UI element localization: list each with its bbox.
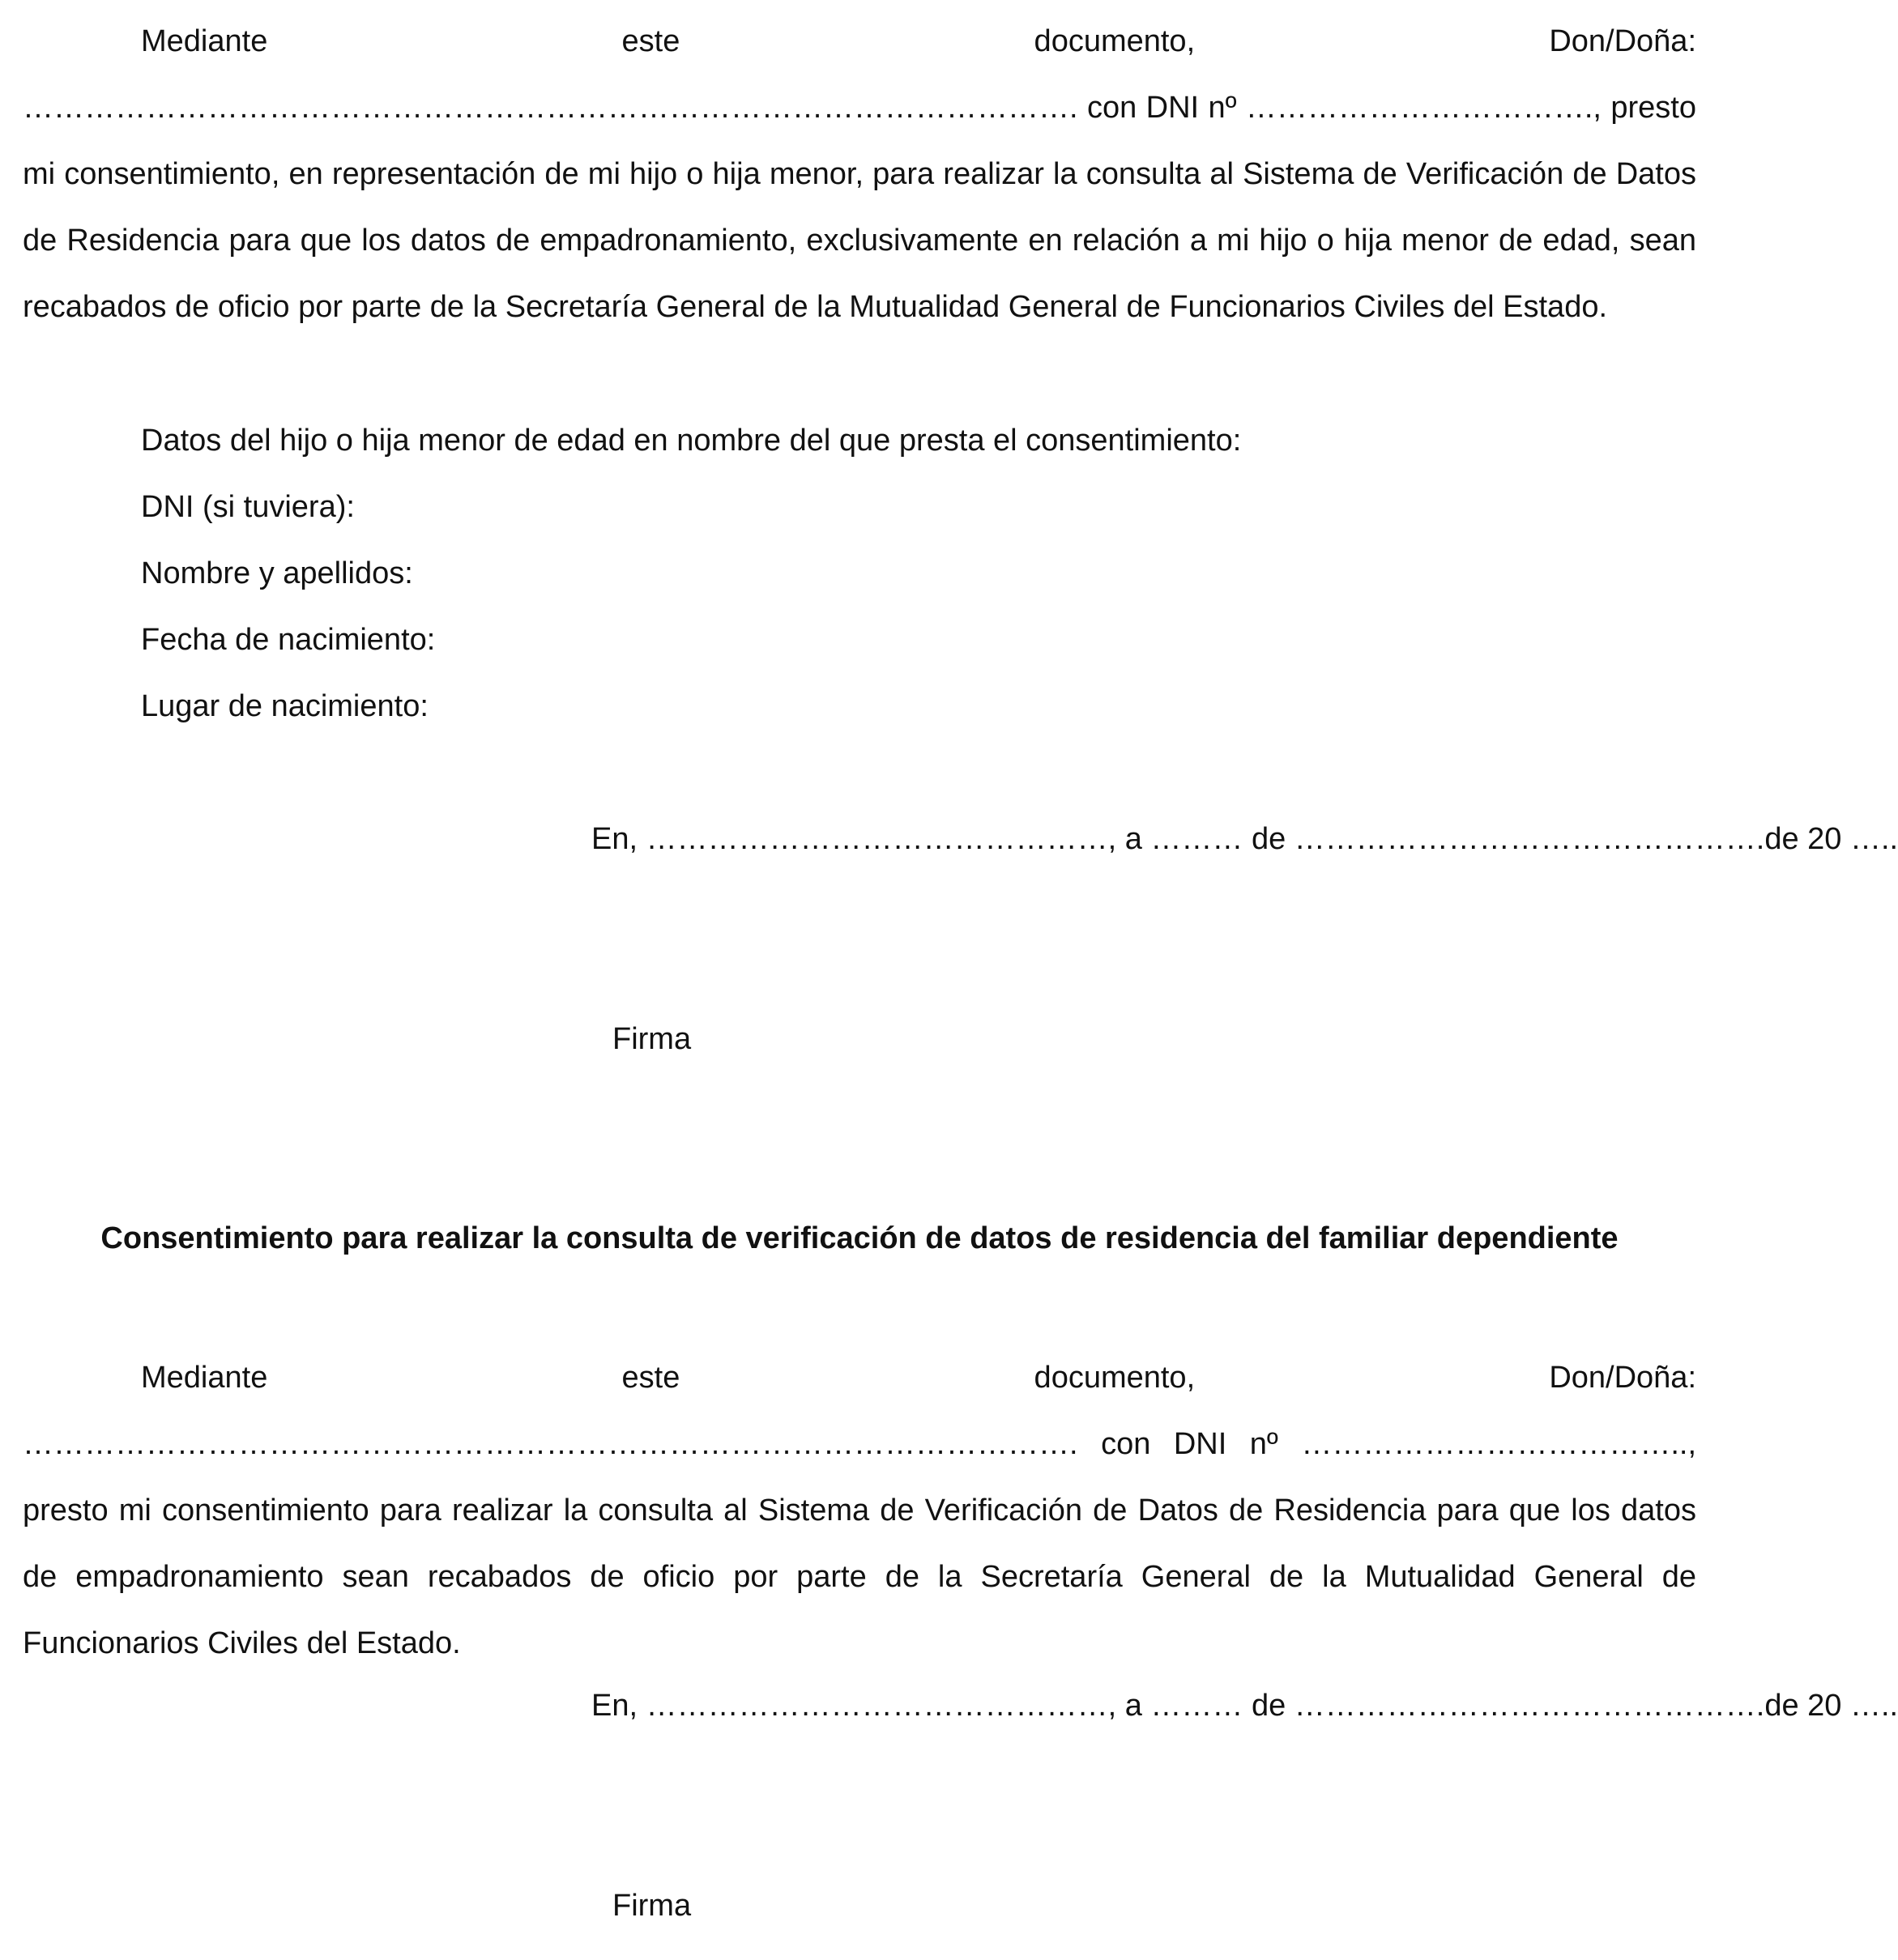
consent-paragraph-dependent: Mediante este documento, Don/Doña: …………………………………………………………………………………………. con DNI nº ……………………………….., presto mi consentimiento para realizar la consulta al Sistema de Verificación de Datos de Residencia para que los datos de empadronamiento sean recabados de oficio por parte de la Secretaría General de la Mutualidad General de Funcionarios Civiles del Estado. xyxy=(23,1361,1696,1660)
section-title-dependent: Consentimiento para realizar la consulta de verificación de datos de residencia del familiar dependiente xyxy=(100,1221,1619,1255)
signature-label-1: Firma xyxy=(612,1022,692,1056)
field-label-birth-date: Fecha de nacimiento: xyxy=(141,623,436,657)
field-label-birth-place: Lugar de nacimiento: xyxy=(141,689,429,723)
place-date-line-2: En, ………………………………………, a ……… de ……………………………………….de 20 ….. xyxy=(591,1689,1898,1723)
place-date-line-1: En, ………………………………………, a ……… de ……………………………………….de 20 ….. xyxy=(591,822,1898,856)
field-label-name: Nombre y apellidos: xyxy=(141,556,413,590)
field-label-dni: DNI (si tuviera): xyxy=(141,490,355,524)
consent-paragraph-minor: Mediante este documento, Don/Doña: …………………………………………………………………………………………. con DNI nº ……………………………., presto mi consentimiento, en representación de mi hijo o hija menor, para realizar la consulta al Sistema de Verificación de Datos de Residencia para que los datos de empadronamiento, exclusivamente en relación a mi hijo o hija menor de edad, sean recabados de oficio por parte de la Secretaría General de la Mutualidad General de Funcionarios Civiles del Estado. xyxy=(23,24,1696,324)
child-data-intro: Datos del hijo o hija menor de edad en nombre del que presta el consentimiento: xyxy=(141,424,1242,458)
signature-label-2: Firma xyxy=(612,1889,692,1923)
document-page xyxy=(23,0,1898,1960)
